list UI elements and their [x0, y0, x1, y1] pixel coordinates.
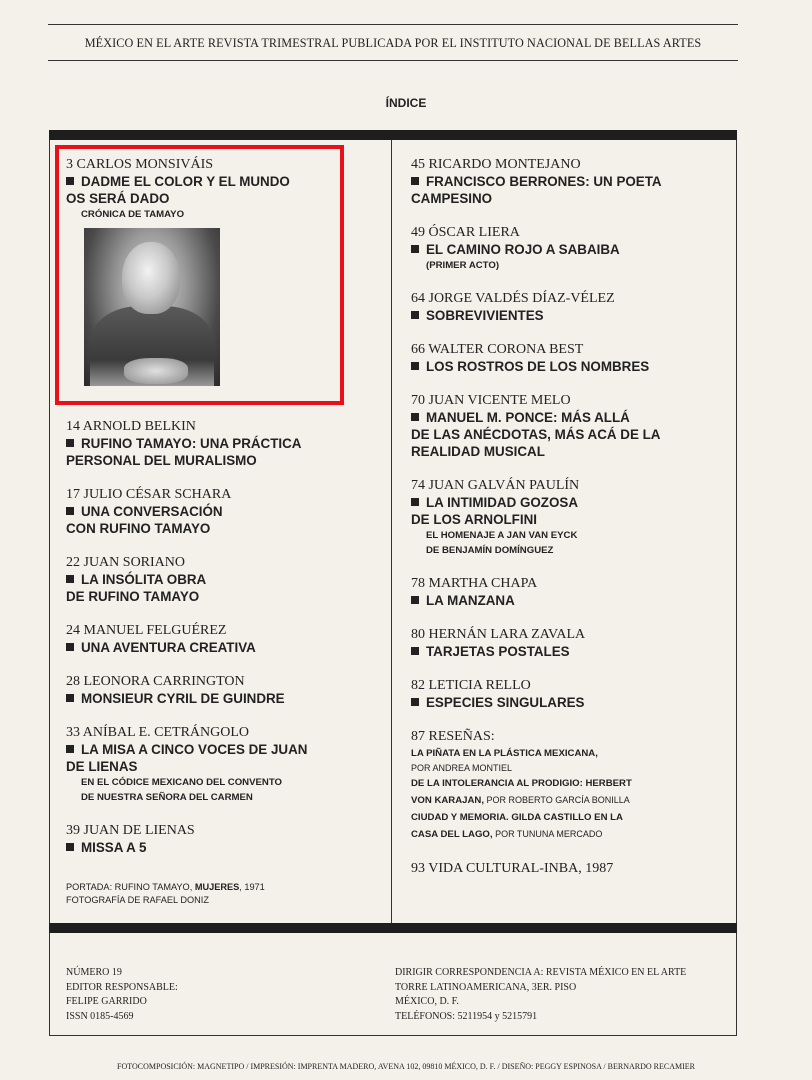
bullet-square-icon	[411, 698, 419, 706]
bullet-square-icon	[66, 745, 74, 753]
entry-title: RUFINO TAMAYO: UNA PRÁCTICA PERSONAL DEL MURALISMO	[66, 436, 302, 468]
entry-title: MISSA A 5	[66, 839, 376, 856]
entry-author: 22 JUAN SORIANO	[66, 555, 186, 570]
entry-title: LA MANZANA	[411, 592, 727, 609]
toc-entry[interactable]	[66, 724, 376, 805]
review-line: LA PIÑATA EN LA PLÁSTICA MEXICANA,	[411, 748, 598, 759]
footer-credits: FOTOCOMPOSICIÓN: MAGNETIPO / IMPRESIÓN: IMPRENTA MADERO, AVENA 102, 09810 MÉXICO, D. F. / DISEÑO: PEGGY ESPINOSA / BERNARDO RECAMIER	[117, 1062, 695, 1071]
entry-author: 3 CARLOS MONSIVÁIS	[66, 157, 214, 172]
entry-author: 74 JUAN GALVÁN PAULÍN	[411, 478, 580, 493]
masthead: MÉXICO EN EL ARTE REVISTA TRIMESTRAL PUBLICADA POR EL INSTITUTO NACIONAL DE BELLAS ARTES	[84, 36, 702, 50]
toc-entry[interactable]	[411, 575, 727, 609]
bullet-square-icon	[411, 413, 419, 421]
cover-credit: PORTADA: RUFINO TAMAYO, MUJERES, 1971 FOTOGRAFÍA DE RAFAEL DONIZ	[66, 882, 265, 905]
entry-title: UNA CONVERSACIÓN CON RUFINO TAMAYO	[66, 504, 223, 536]
bullet-square-icon	[411, 498, 419, 506]
right-column	[411, 156, 727, 894]
entry-title: DADME EL COLOR Y EL MUNDO OS SERÁ DADO	[66, 174, 290, 206]
entry-author: 78 MARTHA CHAPA	[411, 576, 538, 591]
reviews-entry[interactable]	[411, 728, 727, 843]
entry-title: MANUEL M. PONCE: MÁS ALLÁ DE LAS ANÉCDOTAS, MÁS ACÁ DE LA REALIDAD MUSICAL	[411, 410, 661, 459]
bullet-square-icon	[411, 245, 419, 253]
entry-subtitle: CRÓNICA DE TAMAYO	[81, 209, 185, 220]
toc-entry[interactable]	[66, 822, 376, 856]
toc-entry[interactable]	[66, 673, 376, 707]
entry-author: 17 JULIO CÉSAR SCHARA	[66, 487, 232, 502]
bullet-square-icon	[66, 507, 74, 515]
bullet-square-icon	[411, 647, 419, 655]
bullet-square-icon	[66, 643, 74, 651]
entry-subtitle: EL HOMENAJE A JAN VAN EYCK DE BENJAMÍN DOMÍNGUEZ	[426, 530, 578, 556]
toc-entry[interactable]	[411, 392, 727, 460]
bullet-square-icon	[66, 575, 74, 583]
bullet-square-icon	[66, 843, 74, 851]
entry-author: 33 ANÍBAL E. CETRÁNGOLO	[66, 725, 250, 740]
bullet-square-icon	[411, 362, 419, 370]
entry-author: 45 RICARDO MONTEJANO	[411, 157, 581, 172]
entry-author: 14 ARNOLD BELKIN	[66, 419, 196, 434]
entry-author: 87 RESEÑAS:	[411, 729, 495, 744]
entry-title: ESPECIES SINGULARES	[411, 694, 727, 711]
review-line: CASA DEL LAGO, POR TUNUNA MERCADO	[411, 829, 603, 840]
entry-author: 93 VIDA CULTURAL-INBA, 1987	[411, 861, 614, 876]
top-black-bar	[49, 130, 737, 140]
entry-author: 28 LEONORA CARRINGTON	[66, 674, 245, 689]
toc-entry[interactable]	[66, 622, 376, 656]
entry-title: SOBREVIVIENTES	[411, 307, 727, 324]
bullet-square-icon	[411, 177, 419, 185]
column-divider	[391, 140, 392, 923]
middle-black-bar	[49, 923, 737, 933]
entry-title: TARJETAS POSTALES	[411, 643, 727, 660]
credits-left: NÚMERO 19 EDITOR RESPONSABLE: FELIPE GARRIDO ISSN 0185-4569	[66, 967, 178, 1022]
entry-title: UNA AVENTURA CREATIVA	[66, 639, 376, 656]
entry-subtitle: EN EL CÓDICE MEXICANO DEL CONVENTO DE NUESTRA SEÑORA DEL CARMEN	[81, 777, 282, 803]
toc-entry[interactable]	[411, 156, 727, 207]
entry-title: EL CAMINO ROJO A SABAIBA	[411, 241, 727, 258]
review-line: CIUDAD Y MEMORIA. GILDA CASTILLO EN LA	[411, 812, 623, 823]
toc-entry[interactable]	[411, 290, 727, 324]
bullet-square-icon	[411, 311, 419, 319]
top-rule	[48, 24, 738, 25]
masthead-rule	[48, 60, 738, 61]
bullet-square-icon	[66, 439, 74, 447]
toc-entry[interactable]	[411, 677, 727, 711]
toc-entry[interactable]	[66, 554, 376, 605]
entry-title: LOS ROSTROS DE LOS NOMBRES	[411, 358, 727, 375]
bullet-square-icon	[411, 596, 419, 604]
entry-author: 49 ÓSCAR LIERA	[411, 225, 520, 240]
entry-title: LA INTIMIDAD GOZOSA DE LOS ARNOLFINI	[411, 495, 578, 527]
toc-entry[interactable]	[411, 341, 727, 375]
entry-title: FRANCISCO BERRONES: UN POETA CAMPESINO	[411, 174, 662, 206]
entry-title: LA INSÓLITA OBRA DE RUFINO TAMAYO	[66, 572, 207, 604]
entry-author: 82 LETICIA RELLO	[411, 678, 531, 693]
toc-entry[interactable]	[411, 860, 727, 877]
credits-right: DIRIGIR CORRESPONDENCIA A: REVISTA MÉXICO EN EL ARTE TORRE LATINOAMERICANA, 3ER. PISO MÉXICO, D. F. TELÉFONOS: 5211954 y 5215791	[395, 967, 687, 1022]
entry-title: LA MISA A CINCO VOCES DE JUAN DE LIENAS	[66, 742, 308, 774]
review-line: VON KARAJAN, POR ROBERTO GARCÍA BONILLA	[411, 795, 630, 806]
toc-entry[interactable]	[411, 477, 727, 558]
entry-title: MONSIEUR CYRIL DE GUINDRE	[66, 690, 376, 707]
index-heading: ÍNDICE	[385, 96, 427, 110]
entry-author: 66 WALTER CORONA BEST	[411, 342, 584, 357]
entry-author: 70 JUAN VICENTE MELO	[411, 393, 571, 408]
toc-entry[interactable]	[66, 486, 376, 537]
entry-author: 24 MANUEL FELGUÉREZ	[66, 623, 227, 638]
entry-author: 64 JORGE VALDÉS DÍAZ-VÉLEZ	[411, 291, 615, 306]
review-line: DE LA INTOLERANCIA AL PRODIGIO: HERBERT	[411, 778, 632, 789]
toc-entry[interactable]	[411, 224, 727, 273]
entry-author: 39 JUAN DE LIENAS	[66, 823, 195, 838]
highlight-box	[55, 145, 344, 405]
review-line: POR ANDREA MONTIEL	[411, 763, 513, 773]
entry-author: 80 HERNÁN LARA ZAVALA	[411, 627, 586, 642]
toc-entry[interactable]	[411, 626, 727, 660]
entry-subtitle: (PRIMER ACTO)	[426, 260, 500, 271]
toc-entry[interactable]	[66, 418, 376, 469]
bullet-square-icon	[66, 694, 74, 702]
